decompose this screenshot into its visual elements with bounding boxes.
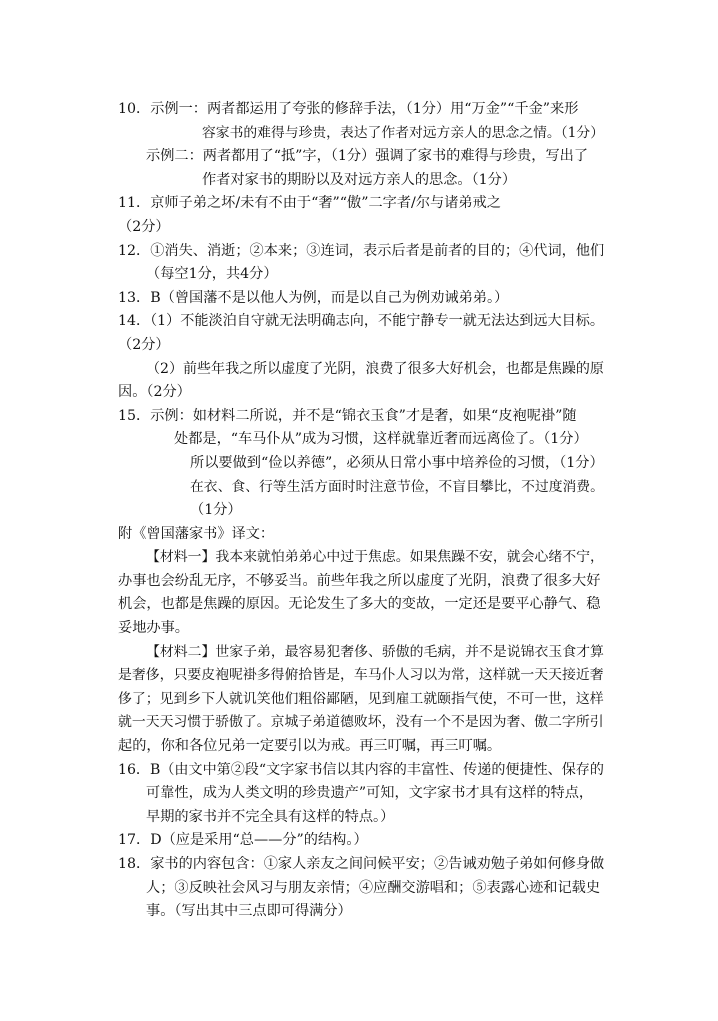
answer-key (118, 98, 604, 924)
text-line: 是奢侈，只要皮袍呢褂多得俯拾皆是，车马仆人习以为常，这样就一天天接近奢 (118, 667, 604, 684)
text-line: 妥地办事。 (118, 620, 189, 637)
text-line: 11．京师子弟之坏/未有不由于“奢”“傲”二字者/尔与诸弟戒之 (118, 195, 501, 212)
text-line: 就一天天习惯于骄傲了。京城子弟道德败坏，没有一个不是因为奢、傲二字所引 (118, 714, 604, 731)
text-line: （1分） (190, 502, 242, 519)
text-line: 办事也会纷乱无序，不够妥当。前些年我之所以虚度了光阴，浪费了很多大好 (118, 572, 601, 589)
text-line: （2分） (118, 218, 170, 235)
text-line: （2）前些年我之所以虚度了光阴，浪费了很多大好机会，也都是焦躁的原 (146, 360, 604, 377)
text-line: 作者对家书的期盼以及对远方亲人的思念。（1分） (202, 171, 517, 188)
text-line: 16．B（由文中第②段“文字家书信以其内容的丰富性、传递的便捷性、保存的 (118, 761, 604, 778)
text-line: 可靠性，成为人类文明的珍贵遗产”可知，文字家书才具有这样的特点， (146, 785, 594, 802)
text-line: 处都是，“车马仆从”成为习惯，这样就靠近奢而远离俭了。（1分） (174, 431, 588, 448)
text-line: （2分） (118, 336, 170, 353)
text-line: 18．家书的内容包含：①家人亲友之间问候平安；②告诫劝勉子弟如何修身做 (118, 856, 605, 872)
text-line: 15．示例：如材料二所说，并不是“锦衣玉食”才是奢，如果“皮袍呢褂”随 (118, 407, 577, 424)
text-line: 侈了；见到乡下人就讥笑他们粗俗鄙陋，见到雇工就颐指气使，不可一世，这样 (118, 690, 604, 707)
text-line: 【材料二】世家子弟，最容易犯奢侈、骄傲的毛病，并不是说锦衣玉食才算 (146, 643, 604, 660)
text-line: 12．①消失、消逝；②本来；③连词，表示后者是前者的目的；④代词，他们 (118, 242, 605, 259)
text-line: 容家书的难得与珍贵，表达了作者对远方亲人的思念之情。（1分） (202, 124, 604, 141)
text-line: 附《曾国藩家书》译文： (118, 525, 275, 542)
text-line: 事。（写出其中三点即可得满分） (146, 903, 352, 920)
text-line: 14．（1）不能淡泊自守就无法明确志向，不能宁静专一就无法达到远大目标。 (118, 313, 605, 330)
text-line: （每空1分，共4分） (146, 266, 278, 283)
text-line: 早期的家书并不完全具有这样的特点。） (146, 808, 395, 825)
text-line: 10．示例一：两者都运用了夸张的修辞手法，（1分）用“万金”“千金”来形 (118, 101, 579, 117)
text-line: 【材料一】我本来就怕弟弟心中过于焦虑。如果焦躁不安，就会心绪不宁， (146, 549, 604, 566)
text-line: 17．D（应是采用“总——分”的结构。） (118, 832, 368, 849)
text-line: 在衣、食、行等生活方面时时注意节俭，不盲目攀比，不过度消费。 (190, 478, 604, 495)
text-line: 所以要做到“俭以养德”，必须从日常小事中培养俭的习惯，（1分） (190, 454, 604, 471)
text-line: 13．B（曾国藩不是以他人为例，而是以自己为例劝诫弟弟。） (118, 289, 509, 306)
text-line: 示例二：两者都用了“抵”字，（1分）强调了家书的难得与珍贵，写出了 (146, 148, 589, 165)
text-line: 机会，也都是焦躁的原因。无论发生了多大的变故，一定还是要平心静气、稳 (118, 596, 601, 613)
text-line: 起的，你和各位兄弟一定要引以为戒。再三叮嘱，再三叮嘱。 (118, 738, 502, 755)
text-line: 人；③反映社会风习与朋友亲情；④应酬交游唱和；⑤表露心迹和记载史 (146, 879, 601, 896)
text-line: 因。（2分） (118, 384, 191, 401)
